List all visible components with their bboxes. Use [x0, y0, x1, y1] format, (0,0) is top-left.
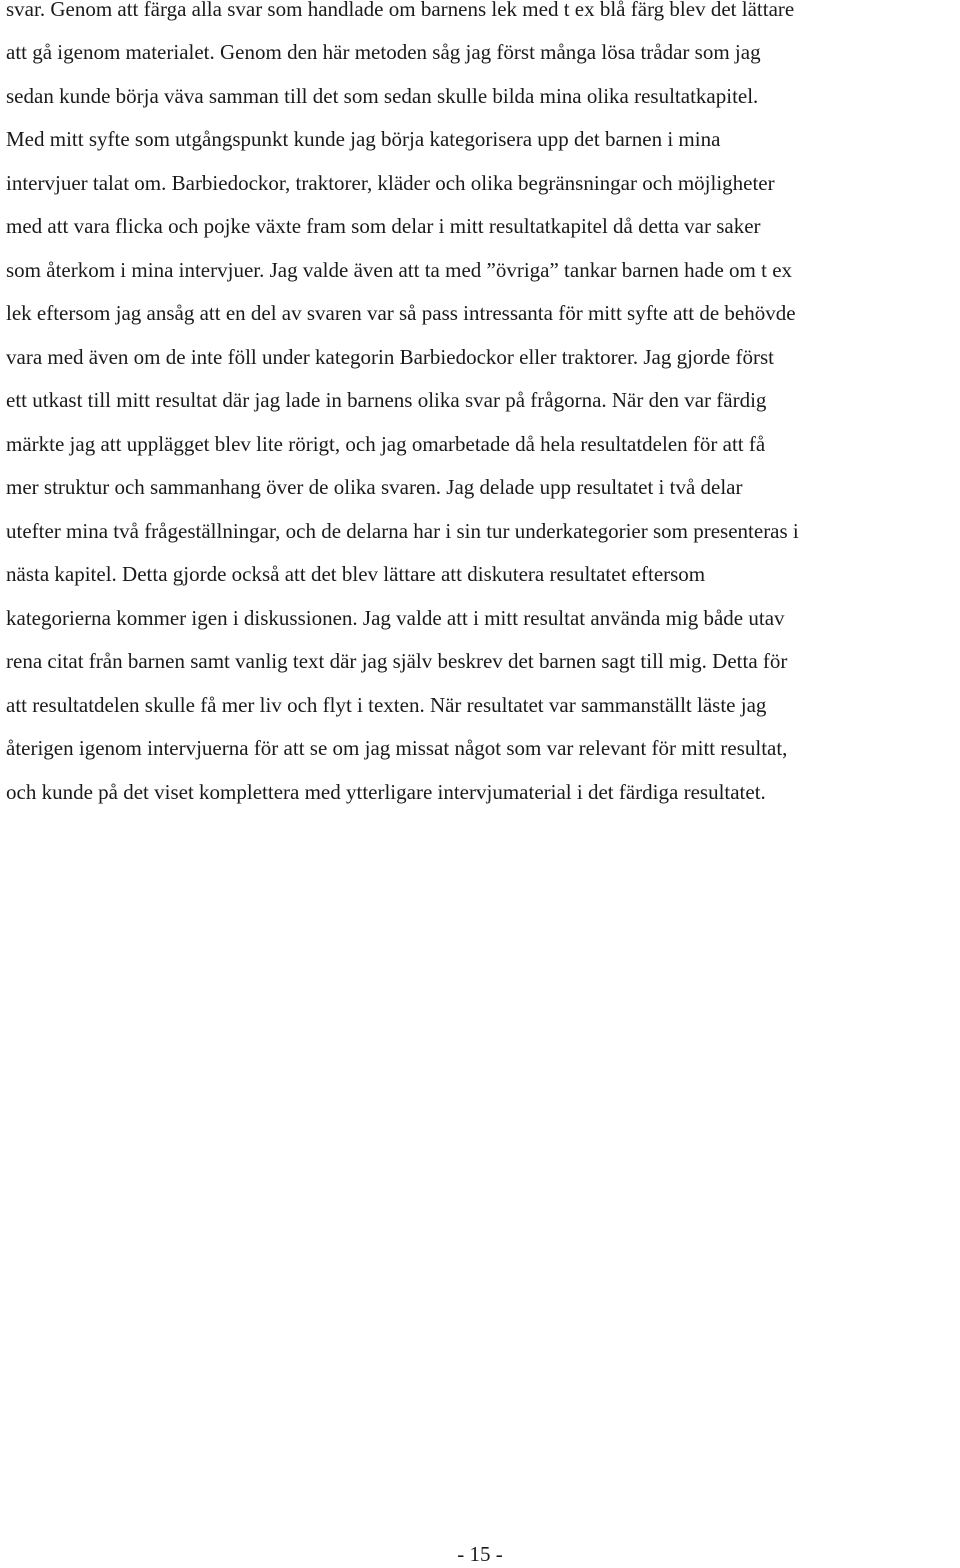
text-line: rena citat från barnen samt vanlig text där jag själv beskrev det barnen sagt till mig. Detta för [6, 649, 788, 673]
text-line: ett utkast till mitt resultat där jag lade in barnens olika svar på frågorna. När den var färdig [6, 388, 767, 412]
text-line: att gå igenom materialet. Genom den här metoden såg jag först många lösa trådar som jag [6, 40, 761, 64]
text-line: nästa kapitel. Detta gjorde också att det blev lättare att diskutera resultatet eftersom [6, 562, 706, 586]
text-line: kategorierna kommer igen i diskussionen. Jag valde att i mitt resultat använda mig både utav [6, 606, 785, 630]
text-line: vara med även om de inte föll under kategorin Barbiedockor eller traktorer. Jag gjorde först [6, 345, 774, 369]
text-line: sedan kunde börja väva samman till det som sedan skulle bilda mina olika resultatkapitel. [6, 84, 759, 108]
text-line: svar. Genom att färga alla svar som handlade om barnens lek med t ex blå färg blev det lättare [6, 0, 795, 21]
text-line: och kunde på det viset komplettera med ytterligare intervjumaterial i det färdiga resultatet. [6, 780, 766, 804]
text-line: märkte jag att upplägget blev lite rörigt, och jag omarbetade då hela resultatdelen för att få [6, 432, 766, 456]
text-line: med att vara flicka och pojke växte fram som delar i mitt resultatkapitel då detta var saker [6, 214, 761, 238]
text-line: återigen igenom intervjuerna för att se om jag missat något som var relevant för mitt resultat, [6, 736, 788, 760]
text-line: intervjuer talat om. Barbiedockor, traktorer, kläder och olika begränsningar och möjligheter [6, 171, 775, 195]
text-line: att resultatdelen skulle få mer liv och flyt i texten. När resultatet var sammanställt läste jag [6, 693, 767, 717]
text-line: lek eftersom jag ansåg att en del av svaren var så pass intressanta för mitt syfte att de behövde [6, 301, 796, 325]
text-line: mer struktur och sammanhang över de olika svaren. Jag delade upp resultatet i två delar [6, 475, 743, 499]
text-line: utefter mina två frågeställningar, och de delarna har i sin tur underkategorier som presenteras i [6, 519, 799, 543]
text-line: Med mitt syfte som utgångspunkt kunde jag börja kategorisera upp det barnen i mina [6, 127, 721, 151]
page-number: - 15 - [457, 1542, 503, 1566]
text-line: som återkom i mina intervjuer. Jag valde även att ta med ”övriga” tankar barnen hade om t ex [6, 258, 793, 282]
